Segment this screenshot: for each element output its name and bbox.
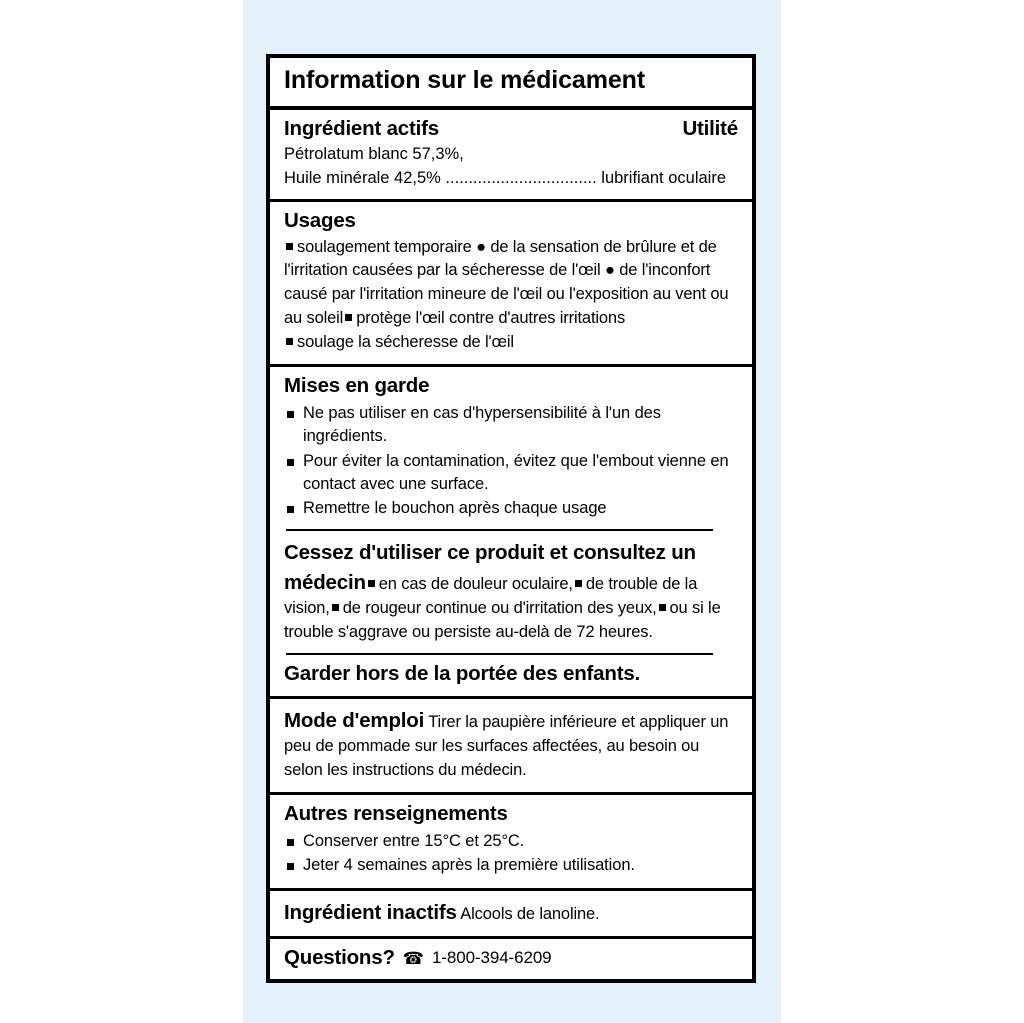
- other-information-heading: Autres renseignements: [284, 802, 508, 826]
- uses-item-3: soulage la sécheresse de l'œil: [297, 333, 514, 352]
- inactive-ingredients-text: Alcools de lanoline.: [460, 904, 600, 923]
- inactive-ingredients-heading: Ingrédient inactifs: [284, 900, 457, 924]
- other-information-list: [284, 830, 738, 878]
- stop-use-item-2: de trouble de la vision,: [284, 574, 698, 618]
- active-ingredient-line-2: Huile minérale 42,5% ................................. lubrifiant oculaire: [284, 168, 727, 187]
- divider: [286, 653, 713, 655]
- divider: [286, 529, 713, 531]
- label-title: Information sur le médicament: [284, 66, 646, 94]
- bullet-square-icon: [286, 243, 293, 250]
- bullet-square-icon: [575, 580, 582, 587]
- stop-use-block: [284, 538, 738, 645]
- keep-out-of-reach-text: Garder hors de la portée des enfants.: [284, 662, 641, 686]
- warnings-list: [284, 402, 738, 521]
- list-item: Pour éviter la contamination, évitez que l'embout vienne en contact avec une surface.: [284, 450, 738, 497]
- active-ingredients-heading: Ingrédient actifs: [284, 116, 439, 140]
- questions-phone-number[interactable]: 1-800-394-6209: [431, 948, 552, 968]
- warnings-heading: Mises en garde: [284, 374, 430, 398]
- section-uses: [270, 202, 752, 367]
- stop-use-item-4: ou si le trouble s'aggrave ou persiste au-delà de 72 heures.: [284, 599, 721, 642]
- directions-block: [284, 706, 738, 784]
- bullet-square-icon: [659, 604, 666, 611]
- list-item: Ne pas utiliser en cas d'hypersensibilité à l'un des ingrédients.: [284, 402, 738, 449]
- directions-heading: Mode d'emploi: [284, 708, 425, 732]
- inactive-ingredients-block: [284, 898, 738, 928]
- drug-facts-label: [266, 54, 756, 983]
- section-inactive-ingredients: [270, 891, 752, 940]
- stop-use-heading: Cessez d'utiliser ce produit et consultez un médecin: [284, 540, 696, 594]
- section-directions: [270, 699, 752, 796]
- section-warnings: [270, 367, 752, 699]
- section-active-ingredients: [270, 110, 752, 202]
- uses-item-1: soulagement temporaire ● de la sensation de brûlure et de l'irritation causées par la sécheresse de l'œil ● de l'inconfort causé par l'irritation mineure de l'œil ou l'exposition au vent ou au soleil: [284, 237, 729, 328]
- list-item: Jeter 4 semaines après la première utilisation.: [284, 854, 738, 877]
- list-item: Remettre le bouchon après chaque usage: [284, 497, 738, 520]
- bullet-square-icon: [286, 338, 293, 345]
- uses-text: [284, 236, 738, 356]
- uses-item-2: protège l'œil contre d'autres irritations: [356, 309, 626, 328]
- active-ingredient-line-1: Pétrolatum blanc 57,3%,: [284, 145, 464, 164]
- purpose-heading: Utilité: [682, 116, 738, 140]
- list-item: Conserver entre 15°C et 25°C.: [284, 830, 738, 853]
- directions-text: Tirer la paupière inférieure et appliquer un peu de pommade sur les surfaces affectées, au besoin ou selon les instructions du médecin.: [284, 712, 729, 780]
- questions-row: [284, 946, 738, 970]
- label-title-bar: [270, 58, 752, 110]
- section-other-information: [270, 795, 752, 890]
- questions-heading: Questions?: [284, 946, 395, 970]
- section-questions: [270, 939, 752, 979]
- telephone-icon: ☎: [402, 948, 424, 968]
- stop-use-item-1: en cas de douleur oculaire,: [378, 574, 573, 593]
- bullet-square-icon: [345, 314, 352, 321]
- active-ingredients-header-row: [284, 117, 738, 142]
- stop-use-item-3: de rougeur continue ou d'irritation des yeux,: [342, 599, 657, 618]
- bullet-square-icon: [368, 580, 375, 587]
- uses-heading: Usages: [284, 208, 356, 232]
- bullet-square-icon: [332, 604, 339, 611]
